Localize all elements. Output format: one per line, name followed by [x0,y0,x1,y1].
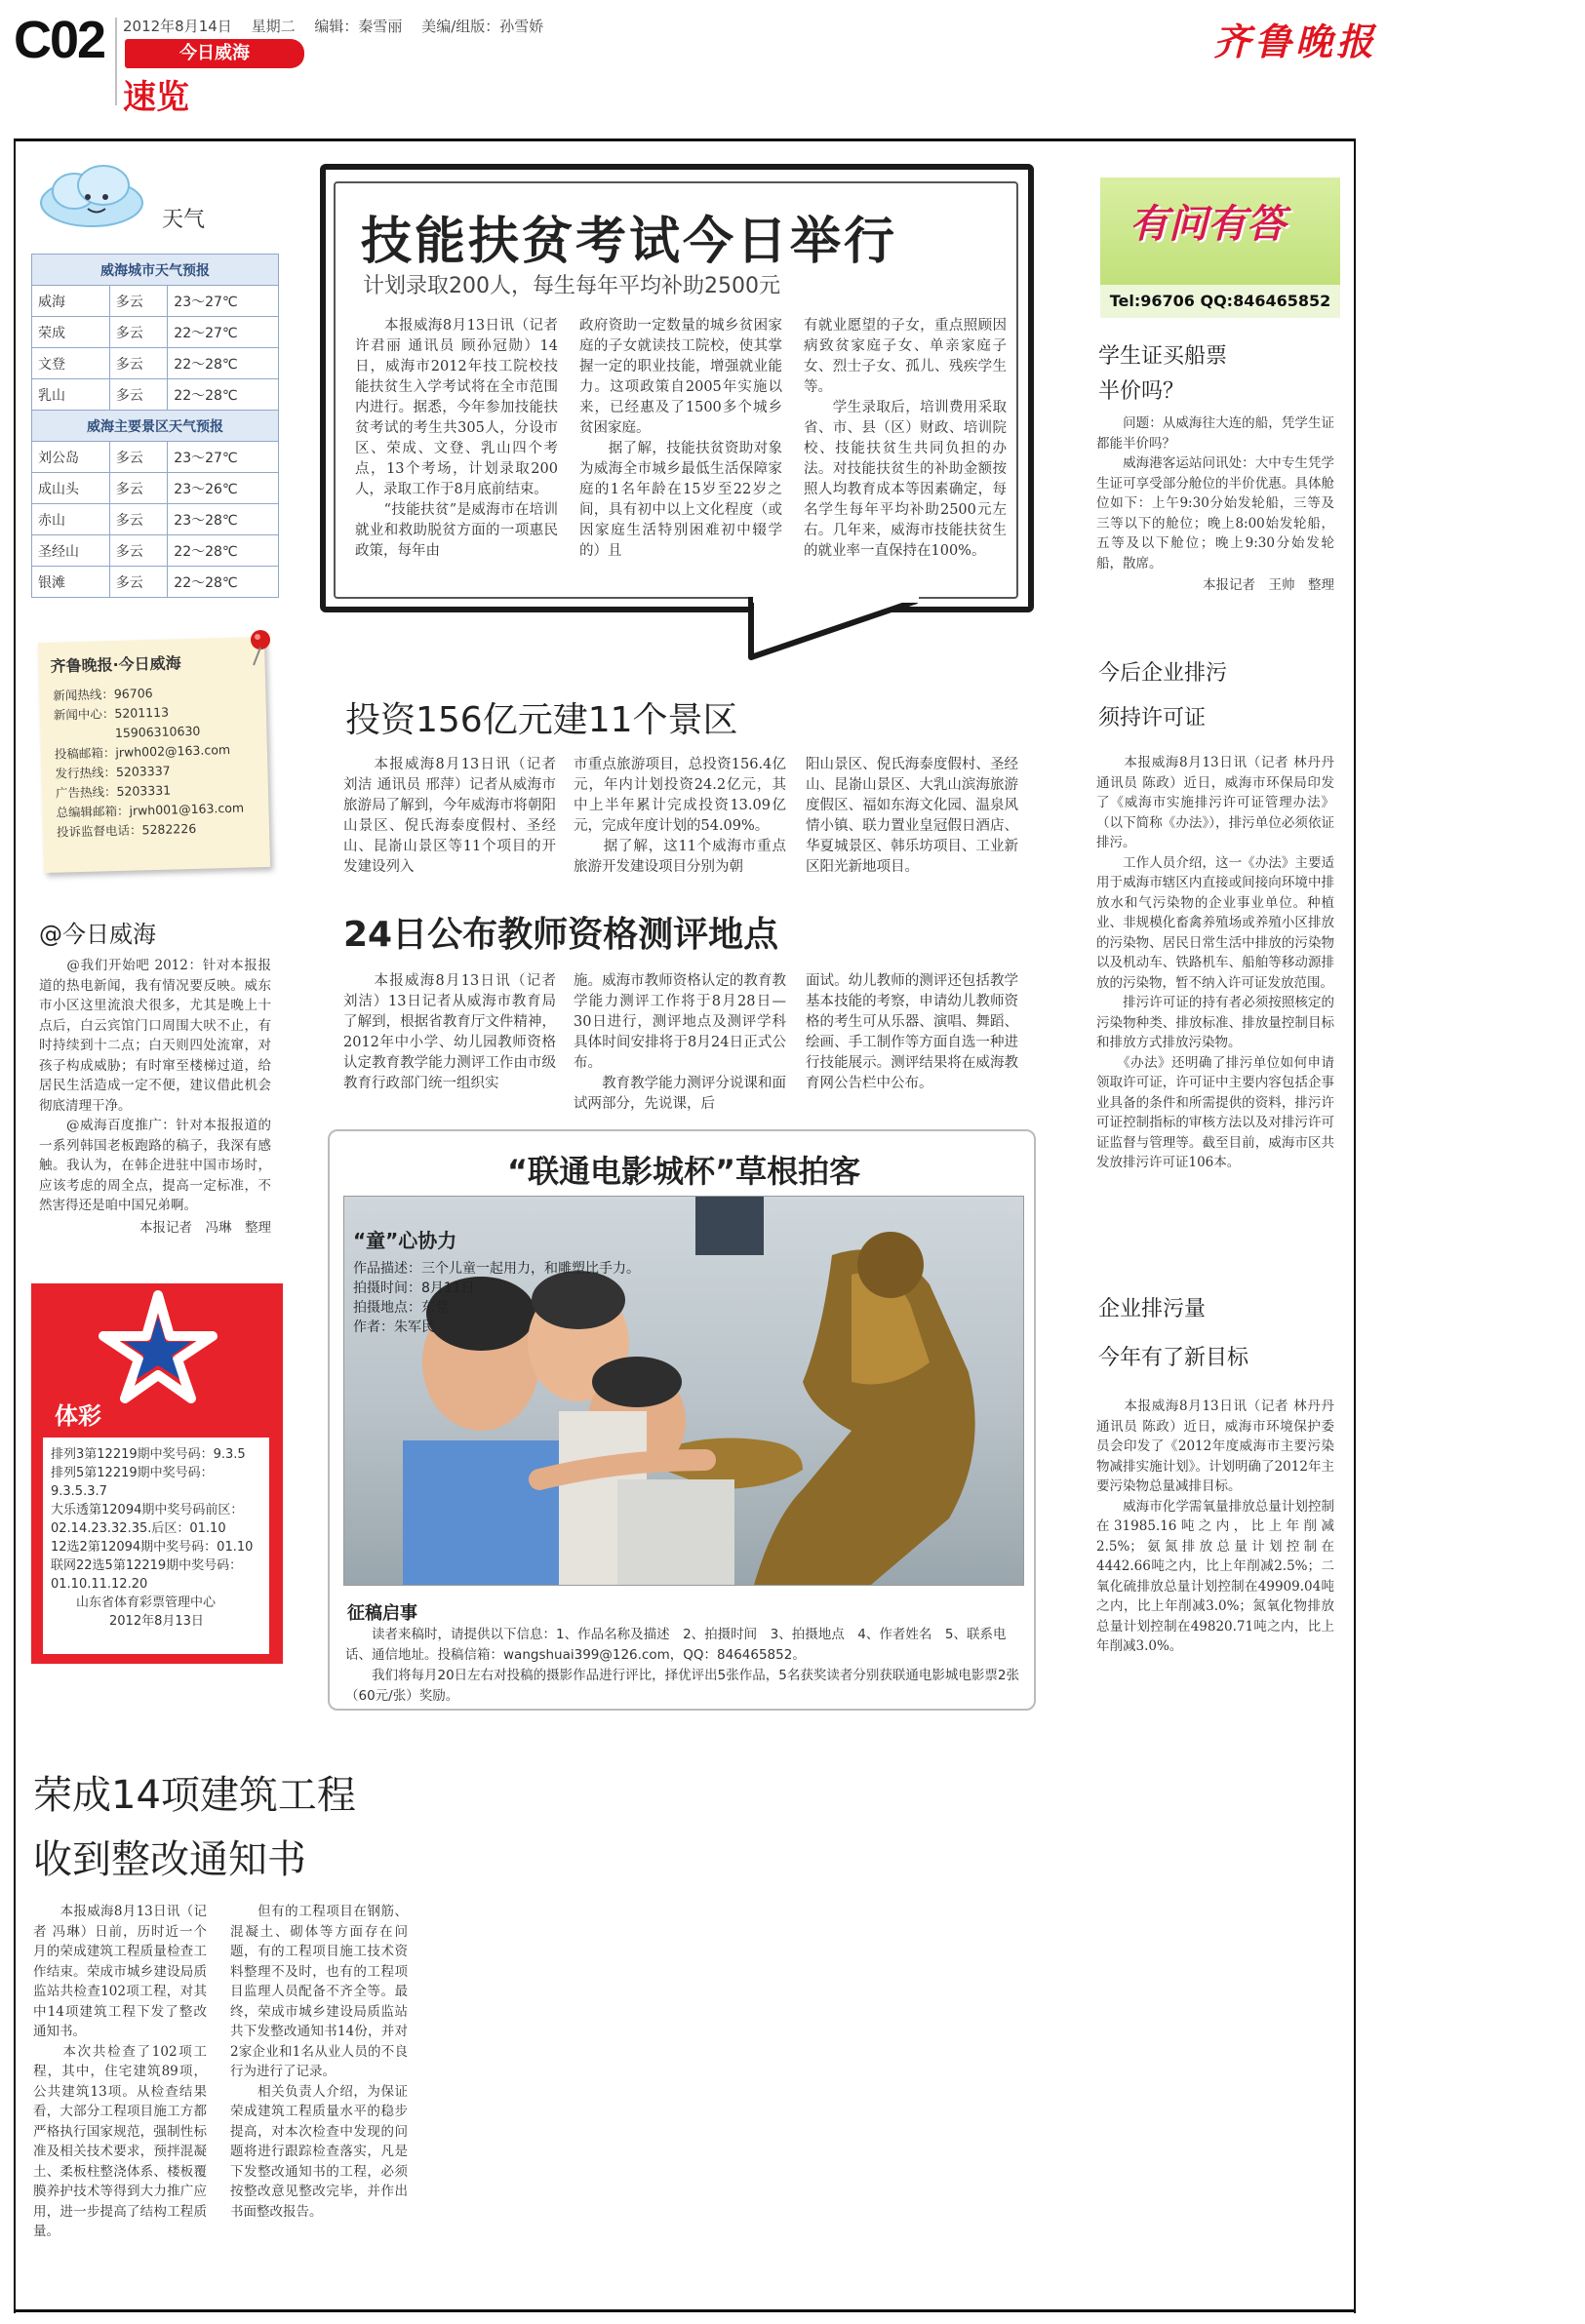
lead-col-2: 政府资助一定数量的城乡贫困家庭的子女就读技工院校，使其掌握一定的职业技能，增强就业能力。这项政策自2005年实施以来，已经惠及了1500多个城乡贫困家庭。 据了解，技能扶贫资助对象为威海全市城乡最低生活保障家庭的1名年龄在15岁至22岁之间，具有初中以上文化程度（或因家庭生活特别困难初中辍学的）且 [579,318,782,559]
lottery-numbers: 排列3第12219期中奖号码：9.3.5 排列5第12219期中奖号码：9.3.5.3.7 大乐透第12094期中奖号码前区：02.14.23.32.35.后区：01.10 12选2第12094期中奖号码：01.10 联网22选5第12219期中奖号码：01.10.11.12.20 [51,1447,254,1592]
table-row: 赤山 多云 23～28℃ [32,504,279,535]
page-number: C02 [14,11,105,69]
lead-col-1: 本报威海8月13日讯（记者 许君丽 通讯员 顾孙冠勋）14日，威海市2012年技工院校技能扶贫生入学考试将在全市范围内进行。据悉，今年参加技能扶贫考试的考生共305人，分设市区、荣成、文登、乳山四个考点，13个考场，计划录取200人，录取工作于8月底前结束。 “技能扶贫”是威海市在培训就业和救助脱贫方面的一项惠民政策，每年由 [355,318,558,559]
qa-banner [1100,177,1340,318]
table-row: 荣成 多云 22～27℃ [32,317,279,348]
rongcheng-col-2: 但有的工程项目在钢筋、混凝土、砌体等方面存在问题，有的工程项目施工技术资料整理不及时，也有的工程项目监理人员配备不齐全等。最终，荣成市城乡建设局质监站共下发整改通知书14份，并对2家企业和1名从业人员的不良行为进行了记录。 相关负责人介绍，为保证荣成建筑工程质量水平的稳步提高，对本次检查中发现的问题将进行跟踪检查落实，凡是下发整改通知书的工程，必须按整改意见整改完毕，并作出书面整改报告。 [230,1904,408,2220]
target-body: 本报威海8月13日讯（记者 林丹丹 通讯员 陈政）近日，威海市环境保护委员会印发了《2012年度威海市主要污染物减排实施计划》。计划明确了2012年主要污染物总量减排目标。 威海市化学需氧量排放总量计划控制在31985.16吨之内，比上年削减2.5%；氨氮排放总量计划控制在4442.66吨之内，比上年削减2.5%；二氧化硫排放总量计划控制在49909.04吨之内，比上年削减3.0%；氮氧化物排放总量计划控制在49820.71吨之内，比上年削减3.0%。 [1096,1398,1334,1654]
target-title [1098,1285,1248,1383]
target-title-line-2: 今年有了新目标 [1098,1346,1249,1370]
table-row: 威海 多云 23～27℃ [32,286,279,317]
contact-title: 齐鲁晚报·今日威海 [50,653,181,676]
qa-title [1098,339,1227,410]
rongcheng-title [33,1763,356,1892]
weather-table [31,254,279,598]
photo-notice-title: 征稿启事 [347,1603,417,1624]
pushpin-icon [246,628,275,667]
lottery-label: 体彩 [55,1402,101,1430]
permit-body: 本报威海8月13日讯（记者 林丹丹 通讯员 陈政）近日，威海市环保局印发了《威海市实施排污许可证管理办法》（以下简称《办法》），排污单位必须依证排污。 工作人员介绍，这一《办法》主要适用于威海市辖区内直接或间接向环境中排放水和气污染物的企业事业单位。种植业、非规模化畜禽养殖场或养殖小区排放的污染物、居民日常生活中排放的污染物以及机动车、铁路机车、船舶等移动源排放的污染物，暂不纳入许可证发放范围。 排污许可证的持有者必须按照核定的污染物种类、排放标准、排放量控制目标和排放方式排放污染物。 《办法》还明确了排污单位如何申请领取许可证，许可证中主要内容包括企事业具备的条件和所需提供的资料，排污许可证控制指标的审核方法以及对排污许可证监督与管理等。截至目前，威海市区共发放排污许可证106本。 [1096,755,1334,1170]
today-title: @今日威海 [39,921,156,948]
section-title: 速览 [123,78,189,117]
invest-title: 投资156亿元建11个景区 [345,700,738,740]
teacher-col-2: 施。威海市教师资格认定的教育教学能力测评工作将于8月28日—30日进行，测评地点及测评学科具体时间安排将于8月24日正式公布。 教育教学能力测评分说课和面试两部分，先说课，后 [574,973,786,1112]
spot-forecast-header: 威海主要景区天气预报 [32,411,279,442]
designer-credit: 美编/组版：孙雪娇 [421,18,544,35]
qa-text: 问题：从威海往大连的船，凭学生证都能半价吗？ 威海港客运站问讯处：大中专生凭学生证可享受部分舱位的半价优惠。具体舱位如下：上午9:30分始发轮船，三等及三等以下的舱位；晚上8:00始发轮船，五等及以下舱位；晚上9:30分始发轮船，散席。 [1096,415,1334,571]
qa-body [1096,414,1334,593]
lottery-results [43,1438,269,1654]
lottery-star-logo [90,1287,226,1404]
qa-contact: Tel:96706 QQ:846465852 [1100,285,1340,318]
header-divider [115,18,117,105]
invest-col-1: 本报威海8月13日讯（记者 刘洁 通讯员 邢萍）记者从威海市旅游局了解到，今年威海市将朝阳山景区、倪氏海泰度假村、圣经山、昆嵛山景区等11个项目的开发建设列入 [343,757,556,875]
today-byline: 本报记者 冯琳 整理 [139,1219,271,1236]
editor-credit: 编辑：秦雪丽 [314,18,403,35]
page-frame-right [1354,138,1356,2313]
photo-contest-banner: “联通电影城杯”草根拍客 [507,1153,861,1190]
table-row: 银滩 多云 22～28℃ [32,567,279,598]
permit-title-line-1: 今后企业排污 [1098,661,1228,686]
table-row: 文登 多云 22～28℃ [32,348,279,379]
weather-cloud-icon [33,164,156,232]
table-row: 成山头 多云 23～26℃ [32,473,279,504]
section-tag: 今日威海 [125,39,304,68]
page-frame-top [14,138,1356,141]
invest-col-3: 阳山景区、倪氏海泰度假村、圣经山、昆嵛山景区、大乳山滨海旅游度假区、福如东海文化园、温泉风情小镇、联力置业皇冠假日酒店、华夏城景区、韩乐坊项目、工业新区阳光新地项目。 [806,757,1018,875]
table-row: 圣经山 多云 22～28℃ [32,535,279,567]
qa-title-line-1: 学生证买船票 [1098,344,1228,369]
qa-byline: 本报记者 王帅 整理 [1203,577,1334,593]
city-forecast-header: 威海城市天气预报 [32,255,279,286]
teacher-col-1: 本报威海8月13日讯（记者 刘洁）13日记者从威海市教育局了解到，根据省教育厅文件精神，2012年中小学、幼儿园教师资格认定教育教学能力测评工作由市级教育行政部门统一组织实 [343,973,556,1091]
rongcheng-title-line-2: 收到整改通知书 [33,1837,306,1882]
photo-desc: 作品描述：三个儿童一起用力，和雕塑比手力。 [353,1261,640,1277]
today-body [39,956,271,1236]
target-title-line-1: 企业排污量 [1098,1297,1207,1321]
lead-subtitle: 计划录取200人，每生每年平均补助2500元 [363,274,780,298]
rongcheng-title-line-1: 荣成14项建筑工程 [33,1773,356,1818]
qa-banner-text: 有问有答 [1129,202,1286,247]
lead-title: 技能扶贫考试今日举行 [361,213,898,271]
permit-title [1098,651,1227,741]
lottery-panel [31,1283,283,1664]
rongcheng-col-1: 本报威海8月13日讯（记者 冯琳）日前，历时近一个月的荣成建筑工程质量检查工作结束。荣成市城乡建设局质监站共检查102项工程，对其中14项建筑工程下发了整改通知书。 本次共检查了102项工程，其中，住宅建筑89项，公共建筑13项。从检查结果看，大部分工程项目施工方都严格执行国家规范，强制性标准及相关技术要求，预拌混凝土、柔板柱整浇体系、楼板覆膜养护技术等得到大力推广应用，进一步提高了结构工程质量。 [33,1904,207,2239]
photo-notice: 读者来稿时，请提供以下信息：1、作品名称及描述 2、拍摄时间 3、拍摄地点 4、作者姓名 5、联系电话、通信地址。投稿信箱：wangshuai399@126.com，QQ：846465852。 我们将每月20日左右对投稿的摄影作品进行评比，择优评出5张作品，5名获奖读者分别获联通电影城电影票2张（60元/张）奖励。 [345,1627,1019,1704]
contact-lines: 新闻热线：96706 新闻中心：5201113 15906310630 投稿邮箱：jrwh002@163.com 发行热线：5203337 广告热线：5203331 总编辑邮箱：jrwh001@163.com 投诉监督电话：5282226 [53,686,245,840]
issue-date: 2012年8月14日 [123,18,232,35]
lottery-date: 2012年8月13日 [109,1614,204,1629]
masthead-logo: 齐鲁晚报 [1213,20,1378,63]
photo-caption [353,1225,665,1337]
weather-tables [31,254,279,598]
contact-card [38,637,270,873]
invest-col-2: 市重点旅游项目，总投资156.4亿元，年内计划投资24.2亿元，其中上半年累计完成投资13.09亿元，完成年度计划的54.09%。 据了解，这11个威海市重点旅游开发建设项目分别为朝 [574,757,786,875]
photo-time: 拍摄时间：8月11日 [353,1280,475,1296]
teacher-col-3: 面试。幼儿教师的测评还包括教学基本技能的考察，申请幼儿教师资格的考生可从乐器、演唱、舞蹈、绘画、手工制作等方面自选一种进行技能展示。测评结果将在威海教育网公告栏中公布。 [806,973,1018,1091]
bubble-tail [741,597,936,665]
page-frame-bottom [14,2309,1356,2312]
lead-col-3: 有就业愿望的子女，重点照顾因病致贫家庭子女、单亲家庭子女、烈士子女、孤儿、残疾学生等。 学生录取后，培训费用采取省、市、县（区）财政、培训院校、技能扶贫生共同负担的办法。对技能扶贫生的补助金额按照人均教育成本等因素确定，每名学生每年平均补助2500元左右。几年来，威海市技能扶贫生的就业率一直保持在100%。 [804,318,1007,559]
table-row: 刘公岛 多云 23～27℃ [32,442,279,473]
lottery-org: 山东省体育彩票管理中心 [76,1595,217,1610]
header-meta [123,16,543,36]
weather-title: 天气 [162,208,206,232]
permit-title-line-2: 须持许可证 [1098,706,1207,730]
photo-place: 拍摄地点：东莞 [353,1300,449,1316]
teacher-title: 24日公布教师资格测评地点 [343,915,779,955]
today-text: @我们开始吧 2012：针对本报报道的热电新闻，我有情况要反映。威东市小区这里流浪犬很多，尤其是晚上十点后，白云宾馆门口周围大吠不止，有时持续到十二点；白天则四处流窜，对孩子构成威胁；有时窜至楼梯过道，给居民生活造成一定不便，建议借此机会彻底清理干净。 @威海百度推广：针对本报报道的一系列韩国老板跑路的稿子，我深有感触。我认为，在韩企进驻中国市场时，应该考虑的周全点，提高一定标准，不然害得还是咱中国兄弟啊。 [39,958,271,1213]
photo-author: 作者：朱军民 [353,1320,435,1335]
page-frame-left [14,138,16,2313]
issue-weekday: 星期二 [251,18,296,35]
qa-title-line-2: 半价吗？ [1098,379,1185,404]
photo-title: “童”心协力 [353,1229,457,1252]
table-row: 乳山 多云 22～28℃ [32,379,279,411]
